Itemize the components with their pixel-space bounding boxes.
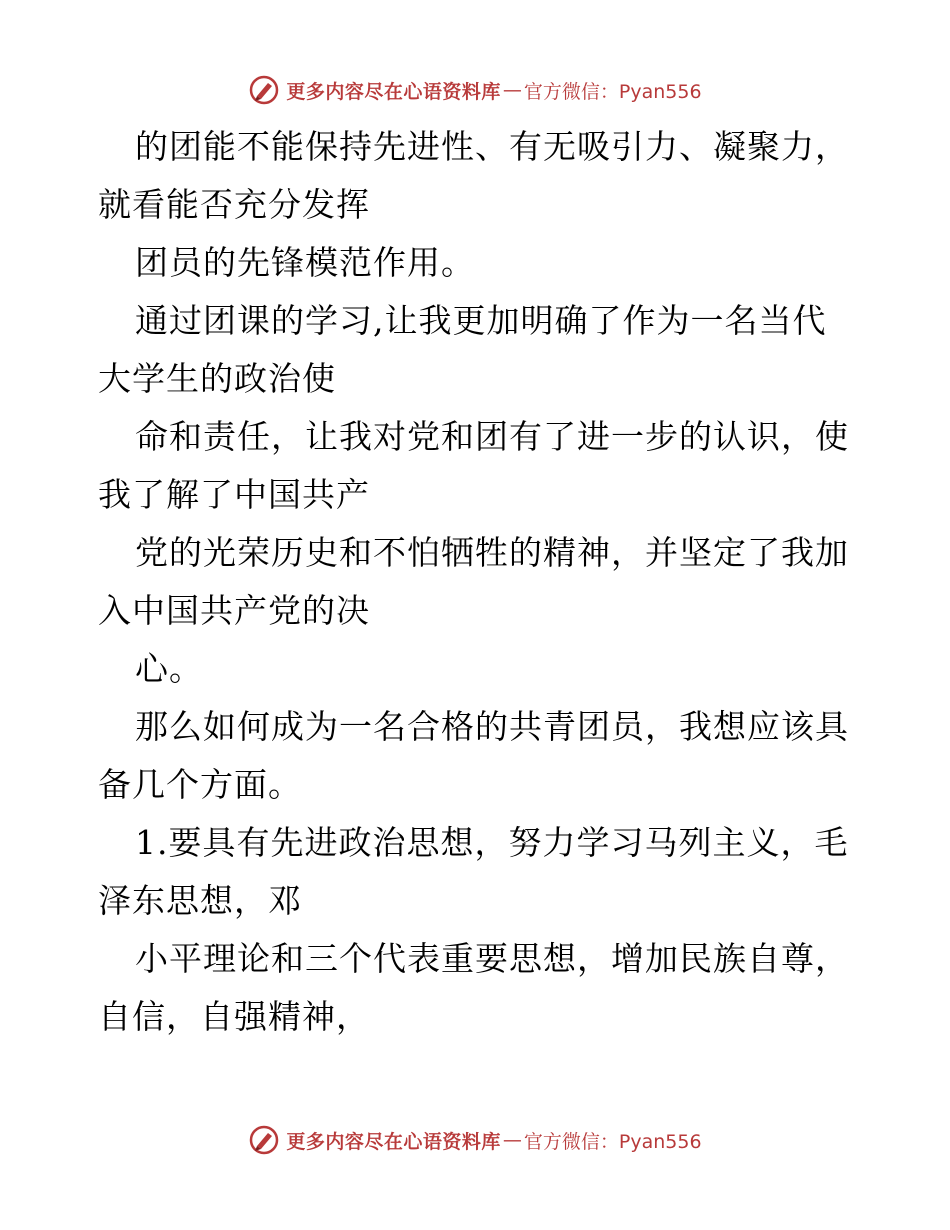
text-line: 就看能否充分发挥 — [98, 185, 370, 224]
banner-dash: — — [502, 1129, 522, 1151]
text-line: 自信，自强精神， — [98, 997, 370, 1036]
banner-main-text: 更多内容尽在心语资料库 — [286, 1130, 501, 1153]
text-line: 小平理论和三个代表重要思想，增加民族自尊， — [135, 939, 849, 978]
text-line: 的团能不能保持先进性、有无吸引力、凝聚力， — [135, 127, 849, 166]
pen-logo-icon — [248, 74, 280, 106]
text-line: 泽东思想，邓 — [98, 881, 302, 920]
text-line: 大学生的政治使 — [98, 359, 336, 398]
header-banner — [0, 72, 950, 108]
footer-banner — [0, 1122, 950, 1158]
text-line: 1.要具有先进政治思想，努力学习马列主义，毛 — [135, 823, 849, 862]
text-line: 我了解了中国共产 — [98, 475, 370, 514]
text-line: 团员的先锋模范作用。 — [135, 243, 475, 282]
banner-main-text: 更多内容尽在心语资料库 — [286, 80, 501, 103]
text-line: 心。 — [135, 649, 203, 688]
text-line: 入中国共产党的决 — [98, 591, 370, 630]
banner-wechat-text: 官方微信：Pyan556 — [523, 1130, 702, 1153]
pen-logo-icon — [248, 1124, 280, 1156]
document-body — [98, 118, 858, 1046]
text-line: 通过团课的学习,让我更加明确了作为一名当代 — [135, 301, 827, 340]
text-line: 命和责任，让我对党和团有了进一步的认识，使 — [135, 417, 849, 456]
text-line: 那么如何成为一名合格的共青团员，我想应该具 — [135, 707, 849, 746]
text-line: 备几个方面。 — [98, 765, 302, 804]
banner-dash: — — [502, 79, 522, 101]
banner-wechat-text: 官方微信：Pyan556 — [523, 80, 702, 103]
text-line: 党的光荣历史和不怕牺牲的精神，并坚定了我加 — [135, 533, 849, 572]
